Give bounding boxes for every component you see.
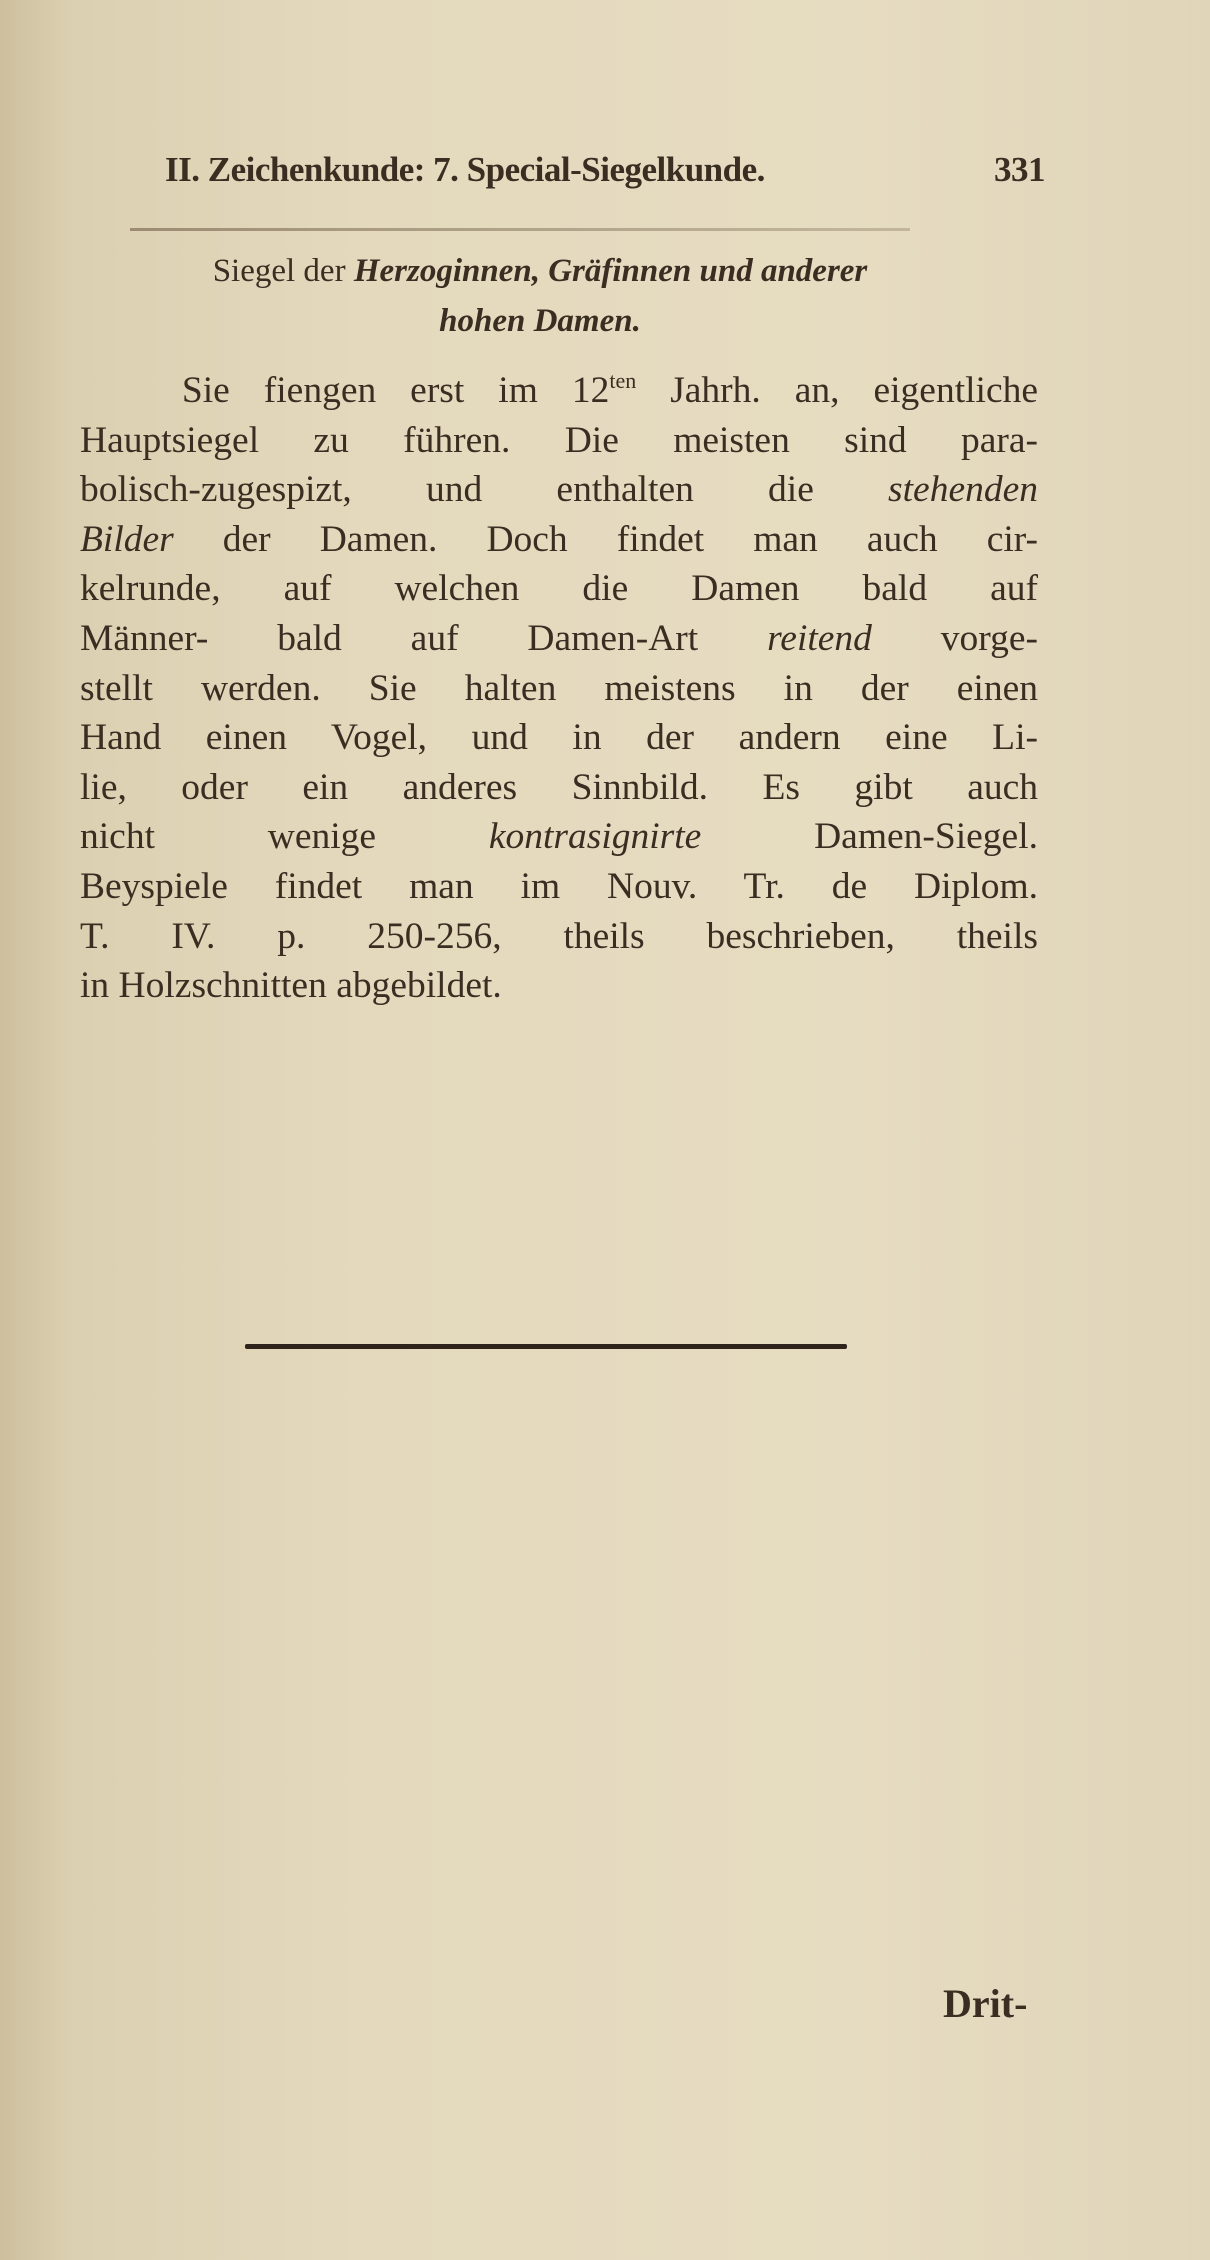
header-rule bbox=[130, 228, 910, 231]
text-line: kelrunde, auf welchen die Damen bald auf bbox=[80, 568, 1038, 610]
text-line: Hand einen Vogel, und in der andern eine Li- bbox=[80, 717, 1038, 759]
body-paragraph bbox=[80, 366, 1038, 1011]
running-header bbox=[165, 150, 1045, 200]
heading-roman: Siegel der bbox=[212, 253, 354, 289]
catchword: Drit- bbox=[943, 1981, 1028, 2026]
text-line: Männer- bald auf Damen-Art reitend vorge- bbox=[80, 617, 1038, 659]
text-line: stellt werden. Sie halten meistens in der einen bbox=[80, 667, 1038, 709]
text-line: lie, oder ein anderes Sinnbild. Es gibt auch bbox=[80, 766, 1038, 808]
section-end-rule bbox=[245, 1344, 847, 1349]
text-line: Bilder der Damen. Doch findet man auch cir- bbox=[80, 518, 1038, 560]
text-line: bolisch-zugespizt, und enthalten die stehenden bbox=[80, 469, 1038, 511]
text-line: in Holzschnitten abgebildet. bbox=[80, 965, 502, 1007]
page-number: 331 bbox=[994, 150, 1045, 189]
text-line: Sie fiengen erst im $12^{ten}$ Jahrh. an, eigentliche bbox=[181, 368, 1038, 411]
section-heading bbox=[125, 246, 955, 346]
text-line: T. IV. p. 250-256, theils beschrieben, theils bbox=[80, 915, 1038, 957]
running-header-title: II. Zeichenkunde: 7. Special-Siegelkunde. bbox=[165, 150, 765, 189]
heading-italic-line2: hohen Damen. bbox=[439, 303, 641, 339]
text-line: Beyspiele findet man im Nouv. Tr. de Diplom. bbox=[80, 865, 1038, 907]
text-line: nicht wenige kontrasignirte Damen-Siegel. bbox=[80, 816, 1038, 858]
text-line: Hauptsiegel zu führen. Die meisten sind para- bbox=[80, 419, 1038, 461]
heading-italic: Herzoginnen, Gräfinnen und anderer bbox=[353, 253, 868, 289]
